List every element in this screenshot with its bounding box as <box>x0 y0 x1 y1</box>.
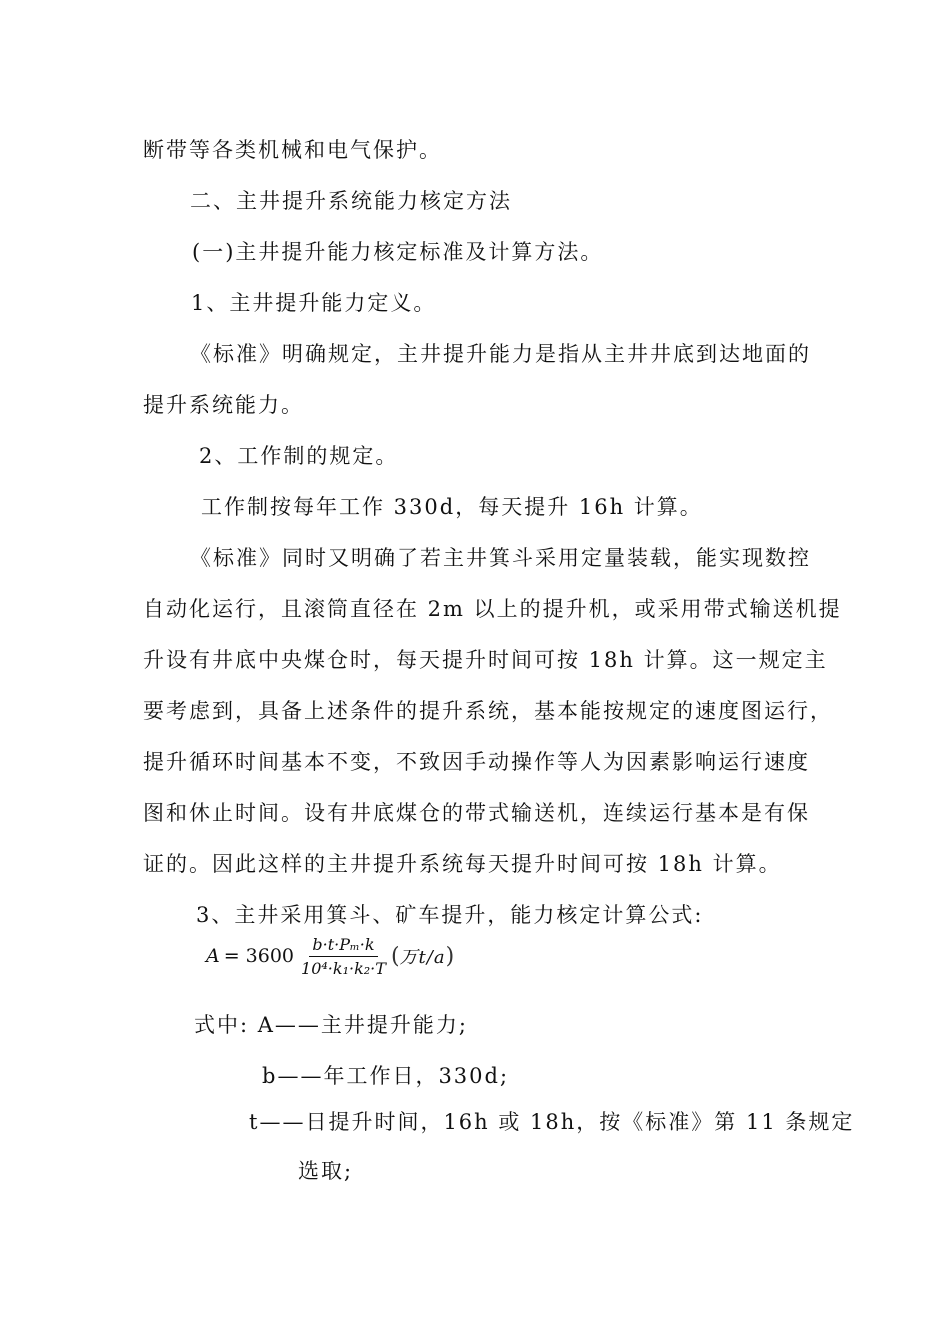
definition-line: b——年工作日，330d; <box>262 1064 510 1088</box>
formula-equals: = <box>223 945 240 967</box>
paragraph-line: 证的。因此这样的主井提升系统每天提升时间可按 18h 计算。 <box>143 852 782 876</box>
paragraph-line: 《标准》明确规定，主井提升能力是指从主井井底到达地面的 <box>190 342 811 366</box>
text-line-1: 断带等各类机械和电气保护。 <box>143 138 442 162</box>
formula-numerator: b·t·Pₘ·k <box>309 935 377 957</box>
paragraph-line: 工作制按每年工作 330d，每天提升 16h 计算。 <box>201 495 703 519</box>
paragraph-line: 要考虑到，具备上述条件的提升系统，基本能按规定的速度图运行， <box>143 699 833 723</box>
formula-coefficient: 3600 <box>245 945 295 967</box>
formula-paren-open: ( <box>390 943 400 969</box>
item-heading-1: 1、主井提升能力定义。 <box>191 291 437 315</box>
paragraph-line: 自动化运行，且滚筒直径在 2m 以上的提升机，或采用带式输送机提 <box>143 597 842 621</box>
formula-denominator: 10⁴·k₁·k₂·T <box>301 958 386 978</box>
formula-fraction <box>298 935 389 978</box>
item-heading-3: 3、主井采用箕斗、矿车提升，能力核定计算公式: <box>196 903 704 927</box>
paragraph-line: 提升系统能力。 <box>143 393 304 417</box>
capacity-formula <box>206 928 454 984</box>
formula-lhs: A <box>206 945 220 967</box>
paragraph-line: 《标准》同时又明确了若主井箕斗采用定量装载，能实现数控 <box>190 546 811 570</box>
paragraph-line: 升设有井底中央煤仓时，每天提升时间可按 18h 计算。这一规定主 <box>143 648 828 672</box>
formula-unit: 万t/a <box>399 947 446 968</box>
section-heading-2: 二、主井提升系统能力核定方法 <box>190 189 512 213</box>
definition-line: 式中: A——主井提升能力; <box>194 1013 468 1037</box>
formula-paren-close: ) <box>445 943 455 969</box>
subsection-heading-1: (一)主井提升能力核定标准及计算方法。 <box>192 240 604 264</box>
definition-line: t——日提升时间，16h 或 18h，按《标准》第 11 条规定 <box>249 1110 855 1134</box>
definition-line: 选取; <box>298 1159 354 1183</box>
paragraph-line: 提升循环时间基本不变，不致因手动操作等人为因素影响运行速度 <box>143 750 810 774</box>
item-heading-2: 2、工作制的规定。 <box>199 444 399 468</box>
paragraph-line: 图和休止时间。设有井底煤仓的带式输送机，连续运行基本是有保 <box>143 801 810 825</box>
